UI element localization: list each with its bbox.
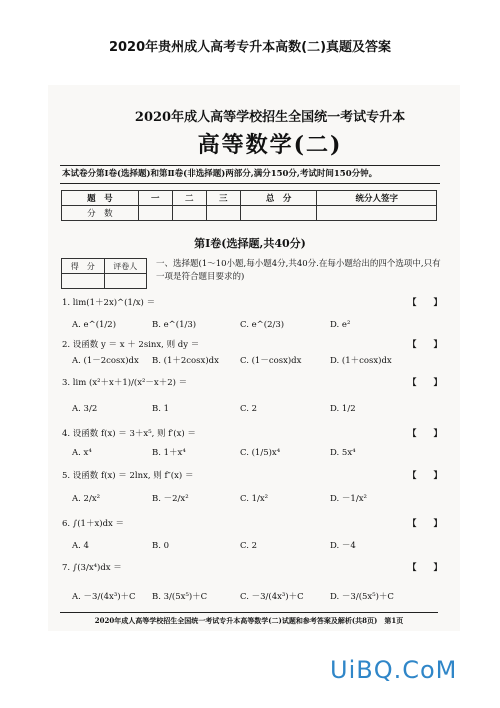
- option-b: B. e^(1/3): [152, 320, 197, 330]
- option-c: C. 2: [240, 404, 258, 414]
- score-header-cell: 总 分: [240, 191, 317, 206]
- page-footer: 2020年成人高等学校招生全国统一考试专升本高等数学(二)试题和参考答案及解析(共8页) 第1页: [60, 612, 438, 626]
- question-stem: 5. 设函数 f(x) ＝ 2lnx, 则 f″(x) ＝: [62, 471, 194, 481]
- question-stem: 6. ∫(1＋x)dx ＝: [62, 519, 125, 529]
- question-stem: 7. ∫(3/x⁴)dx ＝: [62, 563, 122, 573]
- exam-subject: 高等数学(二): [197, 132, 343, 158]
- option-a: A. 4: [72, 541, 89, 551]
- answer-bracket: 【 】: [407, 378, 442, 388]
- question-5: [62, 470, 442, 482]
- question-stem: 4. 设函数 f(x) ＝ 3＋x⁵, 则 f′(x) ＝: [62, 429, 196, 439]
- option-a: A. 3/2: [72, 404, 98, 414]
- option-c: C. 1/x²: [240, 494, 269, 504]
- exam-heading: 2020年成人高等学校招生全国统一考试专升本: [134, 110, 406, 125]
- option-d: D. －4: [330, 541, 356, 551]
- score-table-header-row: [62, 191, 437, 206]
- question-1-options: [72, 318, 432, 332]
- score-table-value-row: [62, 206, 437, 221]
- option-b: B. (1＋2cosx)dx: [152, 356, 219, 366]
- question-6: [62, 518, 442, 530]
- option-c: C. 2: [240, 541, 258, 551]
- grader-table: [61, 258, 147, 289]
- option-d: D. (1＋cosx)dx: [330, 356, 392, 366]
- option-a: A. 2/x²: [72, 494, 101, 504]
- grader-cell: [104, 274, 147, 289]
- score-header-cell: 二: [172, 191, 206, 206]
- answer-bracket: 【 】: [407, 429, 442, 439]
- option-b: B. 3/(5x⁵)＋C: [152, 592, 208, 602]
- grader-header-score: 得 分: [62, 259, 105, 274]
- option-c: C. －3/(4x³)＋C: [240, 592, 304, 602]
- option-a: A. x⁴: [72, 448, 92, 458]
- score-cell: [317, 206, 437, 221]
- page-title: 2020年贵州成人高考专升本高数(二)真题及答案: [108, 40, 392, 55]
- score-cell: [206, 206, 240, 221]
- answer-bracket: 【 】: [407, 298, 442, 308]
- score-header-cell: 三: [206, 191, 240, 206]
- question-4-options: [72, 446, 432, 460]
- score-cell: [172, 206, 206, 221]
- score-cell: [240, 206, 317, 221]
- answer-bracket: 【 】: [407, 519, 442, 529]
- question-stem: 1. lim(1＋2x)^(1/x) ＝: [62, 298, 156, 308]
- option-d: D. 1/2: [330, 404, 356, 414]
- option-b: B. 1＋x⁴: [152, 448, 186, 458]
- score-row-label: 分 数: [62, 206, 139, 221]
- question-4: [62, 428, 442, 440]
- option-c: C. (1－cosx)dx: [240, 356, 302, 366]
- score-table: [61, 190, 437, 221]
- answer-bracket: 【 】: [407, 471, 442, 481]
- part-title: 第Ⅰ卷(选择题,共40分): [194, 237, 306, 250]
- grader-header-reviewer: 评卷人: [104, 259, 147, 274]
- answer-bracket: 【 】: [407, 340, 442, 350]
- question-3: [62, 377, 442, 389]
- question-7: [62, 562, 442, 574]
- exam-notice: 本试卷分第Ⅰ卷(选择题)和第Ⅱ卷(非选择题)两部分,满分150分,考试时间150分钟。: [60, 165, 440, 184]
- question-3-options: [72, 402, 432, 416]
- section-instructions: 一、选择题(1～10小题,每小题4分,共40分.在每小题给出的四个选项中,只有一项是符合题目要求的): [156, 259, 441, 282]
- option-d: D. －1/x²: [330, 494, 367, 504]
- answer-bracket: 【 】: [407, 563, 442, 573]
- option-a: A. (1－2cosx)dx: [72, 356, 139, 366]
- question-stem: 2. 设函数 y ＝ x ＋ 2sinx, 则 dy ＝: [62, 340, 200, 350]
- question-5-options: [72, 492, 432, 506]
- score-header-cell: 题 号: [62, 191, 139, 206]
- score-cell: [138, 206, 172, 221]
- grader-cell: [62, 274, 105, 289]
- option-d: D. 5x⁴: [330, 448, 356, 458]
- question-2: [62, 339, 442, 351]
- question-stem: 3. lim (x²＋x＋1)/(x²－x＋2) ＝: [62, 378, 188, 388]
- option-c: C. e^(2/3): [240, 320, 285, 330]
- option-a: A. －3/(4x³)＋C: [72, 592, 136, 602]
- option-d: D. －3/(5x⁵)＋C: [330, 592, 394, 602]
- option-a: A. e^(1/2): [72, 320, 117, 330]
- score-header-cell: 一: [138, 191, 172, 206]
- option-b: B. 1: [152, 404, 170, 414]
- score-header-cell: 统分人签字: [317, 191, 437, 206]
- option-b: B. －2/x²: [152, 494, 189, 504]
- question-2-options: [72, 354, 432, 368]
- question-7-options: [72, 590, 432, 604]
- question-6-options: [72, 539, 432, 553]
- option-b: B. 0: [152, 541, 170, 551]
- question-1: [62, 297, 442, 309]
- watermark-logo: UiBQ.CoM: [330, 656, 458, 684]
- option-d: D. e²: [330, 320, 351, 330]
- option-c: C. (1/5)x⁴: [240, 448, 281, 458]
